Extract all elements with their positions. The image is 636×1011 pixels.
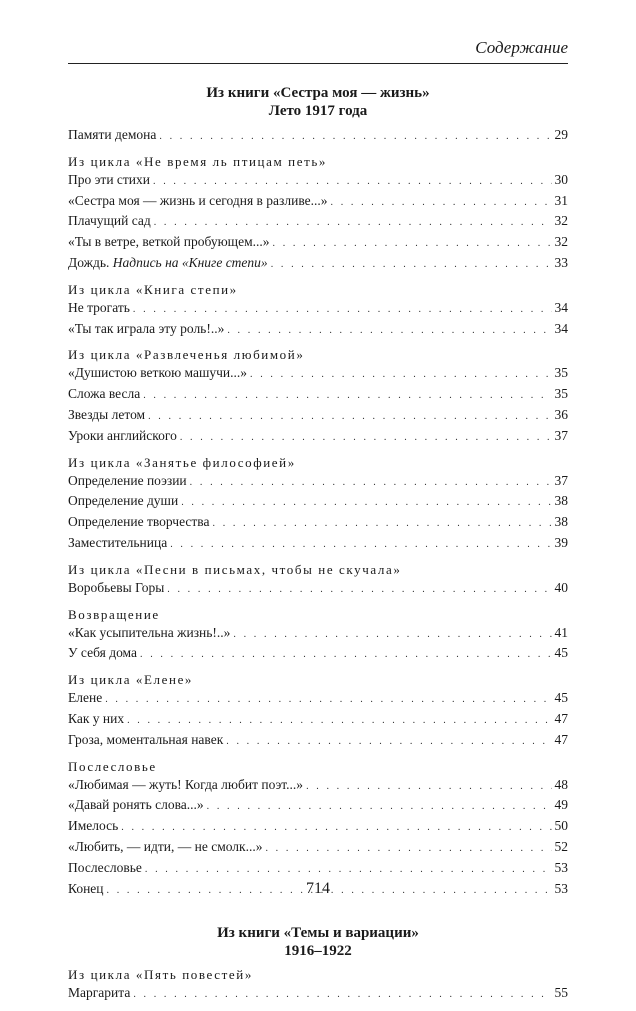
- entry-page-number: 29: [554, 127, 568, 142]
- toc-entry: [68, 364, 568, 385]
- dot-leader: [153, 173, 551, 192]
- entry-title-text: Как у них: [68, 710, 125, 726]
- entry-title-text: Определение души: [68, 493, 179, 509]
- toc-entry: [68, 212, 568, 233]
- cycle-heading: Из цикла «Пять повестей»: [68, 967, 253, 983]
- entry-title-text: Памяти демона: [68, 127, 157, 142]
- entry-title: [68, 126, 156, 145]
- entry-title-text: Маргарита: [68, 985, 131, 1001]
- book-block-1: [68, 84, 568, 900]
- entry-title-text: «Как усыпительна жизнь!..»: [68, 624, 231, 640]
- dot-leader: [105, 691, 551, 710]
- toc-entry: [68, 254, 568, 275]
- entry-title: [68, 689, 102, 708]
- entry-title-text: «Ты так играла эту роль!..»: [68, 320, 225, 336]
- entry-title-text: Имелось: [68, 818, 119, 834]
- toc-entry: [68, 192, 568, 213]
- entry-page-number: 40: [554, 579, 568, 595]
- entry-title: [68, 817, 118, 836]
- entry-title: [68, 644, 137, 663]
- entry-title-text: Звезды летом: [68, 406, 146, 422]
- dot-leader: [170, 536, 551, 555]
- toc-entry: [68, 320, 568, 341]
- toc-section: [68, 454, 568, 555]
- entry-title: [68, 984, 130, 1003]
- toc-entry: [68, 579, 568, 600]
- entry-title-text: Плачущий сад: [68, 213, 151, 229]
- dot-leader: [121, 819, 551, 838]
- entry-title-text: «Ты в ветре, веткой пробующем...»: [68, 234, 270, 250]
- entry-title-text: Дождь.: [68, 254, 113, 270]
- toc-section: [68, 758, 568, 901]
- cycle-heading: Послесловье: [68, 758, 157, 774]
- toc-entry: [68, 984, 568, 1005]
- entry-title-text: «Душистою веткою машучи...»: [68, 365, 248, 381]
- dot-leader: [227, 322, 551, 341]
- entry-title: [68, 731, 223, 750]
- entry-title: [68, 492, 178, 511]
- dot-leader: [250, 366, 551, 385]
- entry-title: [68, 427, 177, 446]
- dot-leader: [140, 646, 551, 665]
- dot-leader: [180, 429, 552, 448]
- entry-page-number: 39: [554, 534, 568, 550]
- dot-leader: [145, 861, 552, 880]
- entry-title-text: Елене: [68, 690, 103, 706]
- page-number: 714: [306, 880, 330, 897]
- dot-leader: [181, 494, 551, 513]
- toc-entry: [68, 817, 568, 838]
- entry-title: [68, 859, 142, 878]
- dot-leader: [233, 626, 551, 645]
- entry-title: [68, 796, 204, 815]
- entry-page-number: 50: [554, 818, 568, 834]
- entry-page-number: 35: [554, 365, 568, 381]
- toc-entry: [68, 233, 568, 254]
- book-block-2: [68, 924, 568, 1005]
- toc-entry: [68, 731, 568, 752]
- entry-page-number: 33: [554, 254, 568, 270]
- entry-page-number: 37: [554, 427, 568, 443]
- dot-leader: [273, 235, 552, 254]
- entry-title-text: «Давай ронять слова...»: [68, 797, 204, 813]
- toc-entry: [68, 776, 568, 797]
- dot-leader: [133, 986, 551, 1005]
- entry-title: [68, 364, 247, 383]
- toc-entry: [68, 472, 568, 493]
- entry-page-number: 47: [554, 710, 568, 726]
- toc-entry: [68, 838, 568, 859]
- entry-title-text: Сложа весла: [68, 386, 141, 402]
- entry-title: [68, 838, 262, 857]
- dot-leader: [148, 408, 551, 427]
- toc-section: [68, 346, 568, 447]
- dot-leader: [127, 712, 551, 731]
- dot-leader: [271, 256, 552, 275]
- toc-entry: [68, 624, 568, 645]
- toc-section: [68, 671, 568, 751]
- entry-title: [68, 171, 150, 190]
- dot-leader: [133, 301, 552, 320]
- toc-section: [68, 606, 568, 666]
- entry-title-text: Заместительница: [68, 534, 168, 550]
- toc-section: [68, 126, 568, 147]
- entry-page-number: 53: [554, 880, 568, 896]
- entry-title: [68, 776, 303, 795]
- toc-entry: [68, 406, 568, 427]
- toc-entry: [68, 513, 568, 534]
- toc-section: [68, 153, 568, 275]
- entry-page-number: 53: [554, 859, 568, 875]
- entry-title-text: Уроки английского: [68, 427, 177, 443]
- entry-title: [68, 385, 140, 404]
- entry-page-number: 47: [554, 731, 568, 747]
- entry-title-text: Определение поэзии: [68, 472, 187, 488]
- toc-section: [68, 561, 568, 600]
- dot-leader: [190, 474, 552, 493]
- entry-page-number: 45: [554, 690, 568, 706]
- book-subtitle: Лето 1917 года: [268, 103, 368, 119]
- table-of-contents: [68, 84, 568, 1011]
- entry-title-text: «Любимая — жуть! Когда любит поэт...»: [68, 776, 304, 792]
- entry-title-italic: Надпись на «Книге степи»: [112, 254, 268, 270]
- dot-leader: [213, 515, 552, 534]
- dot-leader: [226, 733, 551, 752]
- toc-section: [68, 966, 568, 1005]
- entry-title: [68, 710, 124, 729]
- entry-title: [68, 472, 187, 491]
- cycle-heading: Из цикла «Елене»: [68, 672, 194, 688]
- toc-entry: [68, 385, 568, 406]
- entry-page-number: 32: [554, 213, 568, 229]
- dot-leader: [306, 778, 551, 797]
- entry-page-number: 48: [554, 776, 568, 792]
- entry-page-number: 38: [554, 514, 568, 530]
- entry-title-text: «Любить, — идти, — не смолк...»: [68, 838, 263, 854]
- cycle-heading: Из цикла «Занятье философией»: [68, 454, 296, 470]
- entry-page-number: 49: [554, 797, 568, 813]
- book-sections: [68, 126, 568, 900]
- entry-title: [68, 406, 145, 425]
- cycle-heading: Из цикла «Книга степи»: [68, 281, 238, 297]
- entry-title-text: Не трогать: [68, 299, 130, 315]
- running-header: Содержание: [475, 38, 568, 57]
- entry-title: [68, 534, 167, 553]
- header-rule: [68, 63, 568, 64]
- cycle-heading: Возвращение: [68, 606, 160, 622]
- book-subtitle: 1916–1922: [284, 943, 352, 960]
- cycle-heading: Из цикла «Не время ль птицам петь»: [68, 153, 327, 169]
- toc-entry: [68, 859, 568, 880]
- dot-leader: [265, 840, 551, 859]
- entry-title: [68, 579, 164, 598]
- entry-page-number: 31: [554, 192, 568, 208]
- entry-page-number: 34: [554, 320, 568, 336]
- book-title: Из книги «Темы и вариации»: [217, 925, 419, 942]
- entry-page-number: 55: [554, 985, 568, 1001]
- entry-title-text: Определение творчества: [68, 514, 210, 530]
- toc-entry: [68, 534, 568, 555]
- entry-title: [68, 320, 224, 339]
- toc-entry: [68, 427, 568, 448]
- entry-title-text: «Сестра моя — жизнь и сегодня в разливе...»: [68, 192, 328, 208]
- entry-title: [68, 254, 268, 273]
- toc-entry: [68, 689, 568, 710]
- entry-page-number: 36: [554, 406, 568, 422]
- entry-title: [68, 624, 230, 643]
- entry-title: [68, 299, 130, 318]
- entry-page-number: 52: [554, 838, 568, 854]
- entry-title-text: Про эти стихи: [68, 171, 151, 187]
- dot-leader: [207, 798, 552, 817]
- dot-leader: [331, 194, 552, 213]
- cycle-heading: Из цикла «Песни в письмах, чтобы не скучала»: [68, 561, 402, 577]
- dot-leader: [159, 128, 551, 147]
- entry-page-number: 30: [554, 171, 568, 187]
- entry-page-number: 32: [554, 234, 568, 250]
- toc-section: [68, 281, 568, 341]
- entry-title-text: Послесловье: [68, 859, 142, 875]
- dot-leader: [154, 214, 552, 233]
- entry-title-text: Воробьевы Горы: [68, 579, 165, 595]
- entry-title: [68, 192, 328, 211]
- toc-entry: [68, 126, 568, 147]
- cycle-heading: Из цикла «Развлеченья любимой»: [68, 347, 305, 363]
- entry-title-text: Гроза, моментальная навек: [68, 731, 224, 747]
- entry-page-number: 45: [554, 645, 568, 661]
- dot-leader: [167, 581, 551, 600]
- entry-page-number: 34: [554, 299, 568, 315]
- entry-title-text: У себя дома: [68, 645, 138, 661]
- entry-page-number: 38: [554, 493, 568, 509]
- toc-entry: [68, 492, 568, 513]
- entry-title: [68, 233, 270, 252]
- entry-title-text: Конец: [68, 880, 104, 896]
- entry-page-number: 37: [554, 472, 568, 488]
- toc-entry: [68, 299, 568, 320]
- toc-entry: [68, 710, 568, 731]
- toc-entry: [68, 644, 568, 665]
- book-sections: [68, 966, 568, 1005]
- toc-entry: [68, 171, 568, 192]
- entry-title: [68, 513, 210, 532]
- dot-leader: [143, 387, 551, 406]
- entry-page-number: 35: [554, 386, 568, 402]
- entry-title: [68, 212, 151, 231]
- book-title: Из книги «Сестра моя — жизнь»: [206, 85, 430, 101]
- toc-entry: [68, 796, 568, 817]
- entry-page-number: 41: [554, 624, 568, 640]
